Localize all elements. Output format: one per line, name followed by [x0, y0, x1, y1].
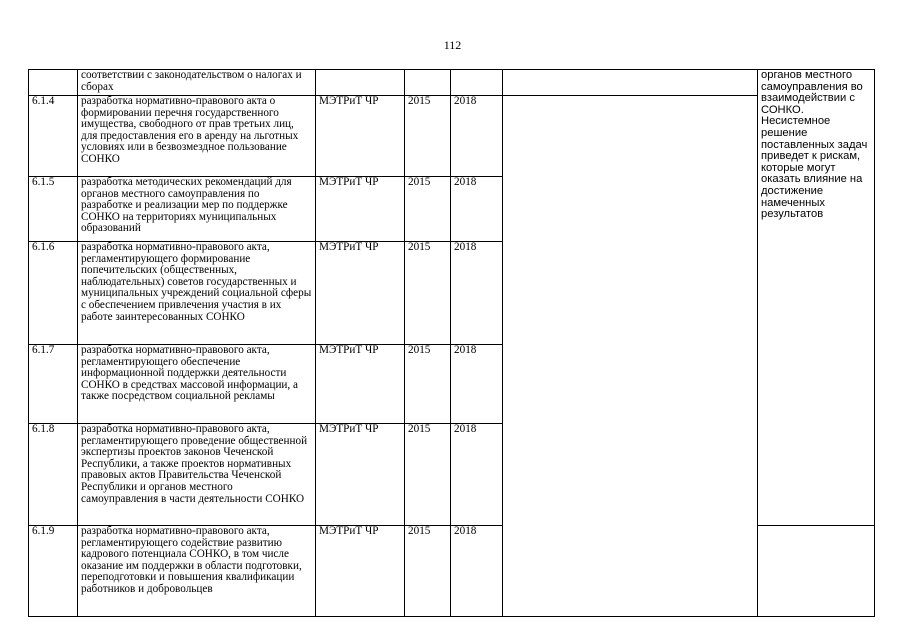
end-year: 2018: [451, 424, 503, 526]
executor-cell: [316, 70, 405, 96]
start-year: 2015: [405, 424, 451, 526]
start-year: 2015: [405, 345, 451, 424]
row-number: 6.1.7: [29, 345, 78, 424]
measure-text: разработка нормативно-правового акта, регламентирующего содействие развитию кадрового потенциала СОНКО, в том числе оказание им поддержки в области подготовки, переподготовки и повышения квалификации работников и добровольцев: [78, 526, 316, 617]
end-year: 2018: [451, 96, 503, 177]
risk-note-cell-empty: [758, 526, 875, 617]
expected-result-cell: [503, 96, 758, 617]
row-number: 6.1.4: [29, 96, 78, 177]
row-number-cell: [29, 70, 78, 96]
start-year: 2015: [405, 96, 451, 177]
start-year: 2015: [405, 242, 451, 345]
executor: МЭТРиТ ЧР: [316, 242, 405, 345]
end-year: 2018: [451, 526, 503, 617]
start-year-cell: [405, 70, 451, 96]
executor: МЭТРиТ ЧР: [316, 424, 405, 526]
row-number: 6.1.9: [29, 526, 78, 617]
end-year-cell: [451, 70, 503, 96]
table-row: [29, 96, 875, 177]
measure-text: разработка нормативно-правового акта, регламентирующего обеспечение информационной поддержки деятельности СОНКО в средствах массовой информации, а также посредством социальной рекламы: [78, 345, 316, 424]
row-number: 6.1.8: [29, 424, 78, 526]
measures-table: [28, 69, 875, 617]
measure-text: разработка методических рекомендаций для органов местного самоуправления по разработке и реализации мер по поддержке СОНКО на территориях муниципальных образований: [78, 177, 316, 242]
result-cell: [503, 70, 758, 96]
end-year: 2018: [451, 345, 503, 424]
measure-text: разработка нормативно-правового акта, регламентирующего проведение общественной экспертизы проектов законов Чеченской Республики, а также проектов нормативных правовых актов Правительства Чеченской Республики и органов местного самоуправления в части деятельности СОНКО: [78, 424, 316, 526]
risk-note-cell: органов местного самоуправления во взаимодействии с СОНКО. Несистемное решение поставленных задач приведет к рискам, которые могут оказать влияние на достижение намеченных результатов: [758, 70, 875, 526]
end-year: 2018: [451, 242, 503, 345]
row-number: 6.1.5: [29, 177, 78, 242]
row-number: 6.1.6: [29, 242, 78, 345]
page-number: 112: [443, 38, 462, 52]
executor: МЭТРиТ ЧР: [316, 345, 405, 424]
measure-text: разработка нормативно-правового акта о формировании перечня государственного имущества, свободного от прав третьих лиц, для предоставления его в аренду на льготных условиях или в безвозмездное пользование СОНКО: [78, 96, 316, 177]
end-year: 2018: [451, 177, 503, 242]
executor: МЭТРиТ ЧР: [316, 177, 405, 242]
start-year: 2015: [405, 526, 451, 617]
measure-text-cell: соответствии с законодательством о налогах и сборах: [78, 70, 316, 96]
measure-text: разработка нормативно-правового акта, регламентирующего формирование попечительских (общественных, наблюдательных) советов государственных и муниципальных учреждений социальной сферы с обеспечением привлечения участия в их работе заинтересованных СОНКО: [78, 242, 316, 345]
executor: МЭТРиТ ЧР: [316, 526, 405, 617]
table-row-continuation: [29, 70, 875, 96]
start-year: 2015: [405, 177, 451, 242]
executor: МЭТРиТ ЧР: [316, 96, 405, 177]
